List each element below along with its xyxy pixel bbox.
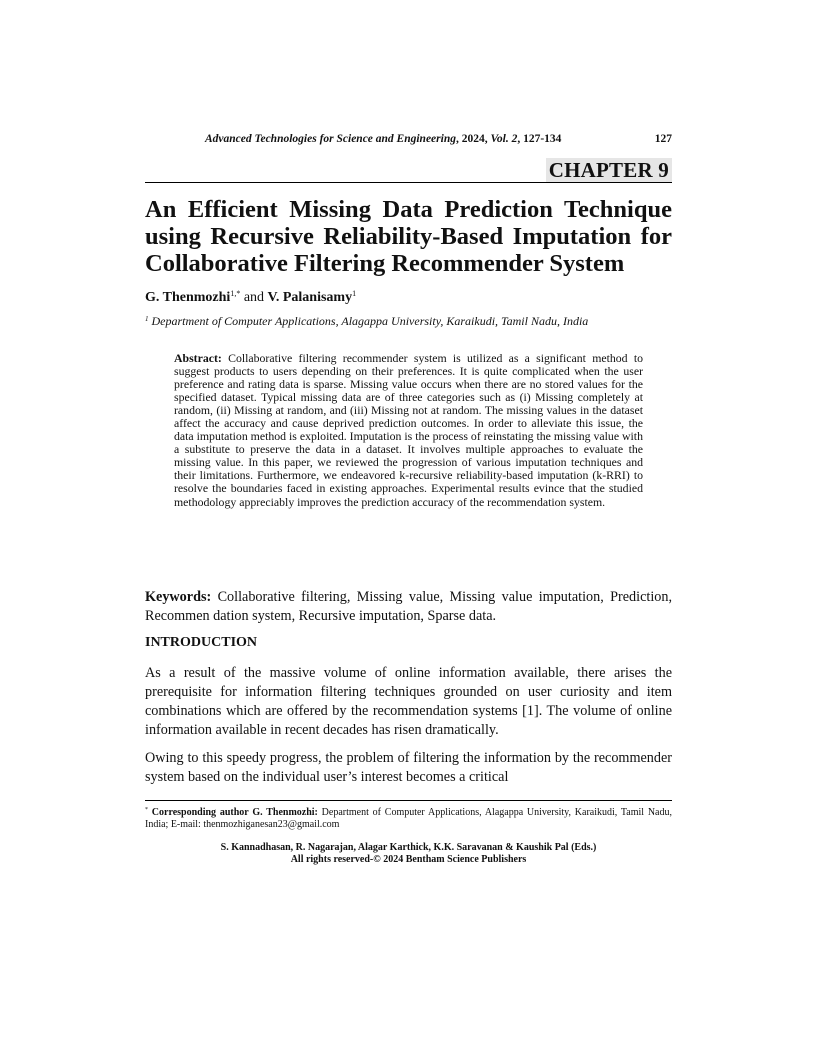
- author-name: G. Thenmozhi: [145, 290, 231, 305]
- journal-year: , 2024,: [455, 133, 491, 145]
- author-line: [145, 289, 356, 306]
- page-number: 127: [654, 133, 672, 145]
- body-paragraph: Owing to this speedy progress, the problem of filtering the information by the recommender system based on the individual user’s interest becomes a critical: [145, 750, 672, 785]
- abstract-text: Collaborative filtering recommender system is utilized as a significant method to suggest products to users depending on their preferences. It is quite complicated when the user preference and rating data is sparse. Missing value occurs when there are no stored values for the specified dataset. Typical missing data are of three categories such as (i) Missing completely at random, (ii) Missing at random, and (iii) Missing not at random. The missing values in the dataset affect the accuracy and cause deprived prediction outcomes. In order to alleviate this issue, the data imputation method is exploited. Imputation is the process of reinstating the missing value with a substitute to preserve the data in a dataset. It involves multiple approaches to evaluate the missing value. In this paper, we reviewed the progression of various imputation techniques and their limitations. Furthermore, we endeavored k-recursive reliability-based imputation (k-RRI) to resolve the boundaries faced in existing approaches. Experimental results evince that the studied methodology appreciably improves the prediction accuracy of the recommendation system.: [174, 351, 643, 509]
- section-heading-introduction: INTRODUCTION: [145, 635, 258, 650]
- journal-name: Advanced Technologies for Science and Engineering: [205, 133, 456, 145]
- publisher-info: [145, 842, 672, 866]
- author-superscript: 1,*: [230, 289, 241, 298]
- keywords-label: Keywords:: [145, 589, 212, 605]
- keywords-text: Collaborative filtering, Missing value, Missing value imputation, Prediction, Recommen dation system, Recursive imputation, Sparse data.: [145, 589, 672, 624]
- chapter-label: CHAPTER 9: [546, 158, 672, 182]
- author-conjunction: and: [240, 290, 268, 305]
- chapter-divider: [145, 182, 672, 183]
- author-name: V. Palanisamy: [267, 290, 353, 305]
- footnote-label: Corresponding author G. Thenmozhi:: [148, 807, 318, 818]
- abstract-label: Abstract:: [174, 351, 222, 365]
- affiliation: [145, 314, 588, 329]
- keywords: [145, 588, 672, 626]
- journal-citation: [205, 133, 561, 145]
- footnote-divider: [145, 800, 672, 801]
- paper-title: An Efficient Missing Data Prediction Technique using Recursive Reliability-Based Imputation for Collaborative Filtering Recommender System: [145, 196, 672, 277]
- author-superscript: 1: [352, 289, 357, 298]
- footnote-text: Department of Computer Applications, Alagappa University, Karaikudi, Tamil Nadu, India; E-mail: thenmozhiganesan23@gmail.com: [145, 807, 672, 830]
- abstract: [174, 352, 643, 509]
- body-paragraph: As a result of the massive volume of online information available, there arises the prerequisite for information filtering techniques grounded on user curiosity and item combinations which are offered by the recommendation systems [1]. The volume of online information available in recent decades has risen dramatically.: [145, 665, 672, 738]
- rights-line: All rights reserved-© 2024 Bentham Science Publishers: [290, 854, 527, 865]
- affiliation-superscript: 1: [145, 315, 149, 323]
- footnote: [145, 804, 672, 831]
- footnote-marker: *: [145, 807, 148, 813]
- journal-pages: , 127-134: [517, 133, 562, 145]
- affiliation-text: Department of Computer Applications, Alagappa University, Karaikudi, Tamil Nadu, India: [148, 314, 589, 328]
- journal-volume: Vol. 2: [490, 133, 518, 145]
- editors-line: S. Kannadhasan, R. Nagarajan, Alagar Karthick, K.K. Saravanan & Kaushik Pal (Eds.): [220, 842, 597, 853]
